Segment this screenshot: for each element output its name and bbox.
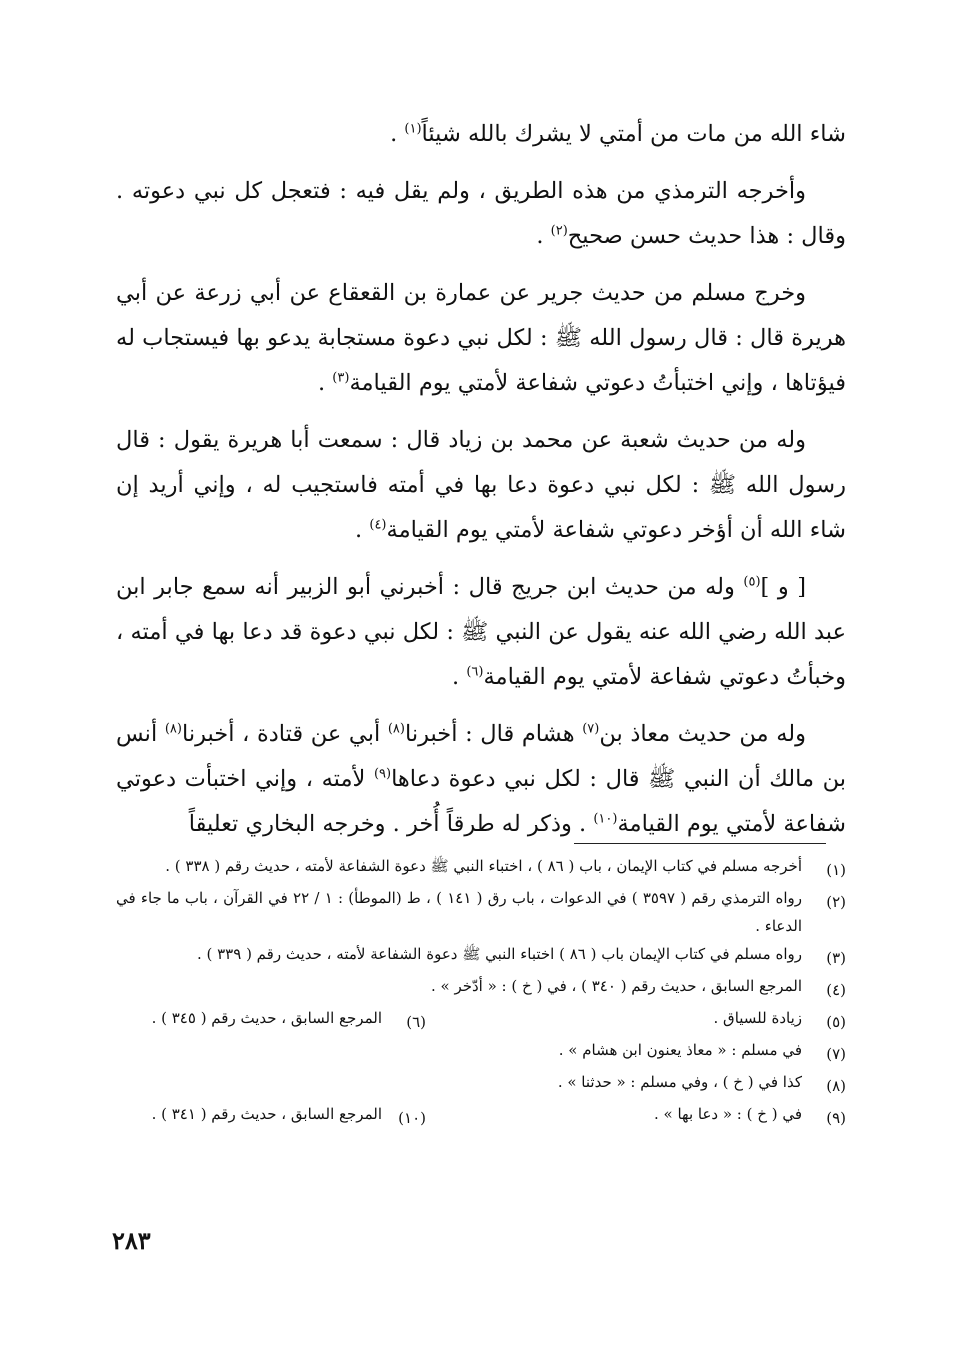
footnote-row-5-6	[116, 1004, 846, 1036]
footnote-text: رواه مسلم في كتاب الإيمان باب ( ٨٦ ) اختباء النبي ﷺ دعوة الشفاعة لأمته ، حديث رقم ( ٣٣٩ ) .	[196, 945, 802, 963]
footnote-number: (٨)	[826, 1077, 846, 1095]
footnote-ref: (٥)	[743, 574, 761, 590]
footnote-text: المرجع السابق ، حديث رقم ( ٣٤٥ ) .	[151, 1009, 382, 1027]
footnote-number: (٢)	[826, 893, 846, 911]
footnote-number: (٦)	[406, 1013, 426, 1031]
paragraph-text: هشام قال : أخبرنا	[404, 721, 583, 747]
footnote-8	[116, 1068, 846, 1100]
paragraph-text: وله من حديث معاذ بن	[599, 721, 806, 747]
footnote-9	[426, 1100, 846, 1132]
footnote-ref: (٦)	[466, 664, 484, 680]
footnote-6	[116, 1004, 426, 1036]
paragraph-text: وأخرجه الترمذي من هذه الطريق ، ولم يقل فيه : فتعجل كل نبي دعوته . وقال : هذا حديث حسن صحيح	[116, 178, 846, 249]
footnote-number: (١٠)	[398, 1109, 426, 1127]
footnote-text: المرجع السابق ، حديث رقم ( ٣٤٠ ) ، في ( خ ) : « أدّخر » .	[430, 977, 802, 995]
paragraph-1	[116, 112, 846, 157]
paragraph-tail: .	[536, 223, 551, 249]
footnote-separator	[574, 843, 826, 844]
paragraph-text: وخرج مسلم من حديث جرير عن عمارة بن القعقاع عن أبي زرعة عن أبي هريرة قال : قال رسول الله ﷺ : لكل نبي دعوة مستجابة يدعو بها فيستجاب له فيؤتاها ، وإني اختبأتُ دعوتي شفاعة لأمتي يوم القيامة	[116, 280, 846, 396]
footnote-5	[426, 1004, 846, 1036]
footnote-ref: (١)	[404, 121, 422, 137]
main-text-body	[116, 112, 846, 847]
paragraph-tail: .	[355, 517, 370, 543]
paragraph-3	[116, 271, 846, 406]
footnote-number: (٤)	[826, 981, 846, 999]
footnote-number: (٧)	[826, 1045, 846, 1063]
footnote-7	[116, 1036, 846, 1068]
footnote-text: زيادة للسياق .	[713, 1009, 802, 1027]
paragraph-text: أنس بن مالك أن النبي ﷺ قال : لكل نبي دعوة دعاها	[116, 721, 846, 792]
footnote-2	[116, 884, 846, 940]
footnote-text: أخرجه مسلم في كتاب الإيمان ، باب ( ٨٦ ) ، اختباء النبي ﷺ دعوة الشفاعة لأمته ، حديث رقم ( ٣٣٨ ) .	[165, 857, 802, 875]
footnote-4	[116, 972, 846, 1004]
page-number: ٢٨٣	[112, 1226, 151, 1255]
footnote-row-9-10	[116, 1100, 846, 1132]
footnote-text: في مسلم : « معاذ يعنون ابن هشام » .	[558, 1041, 802, 1059]
footnote-text: المرجع السابق ، حديث رقم ( ٣٤١ ) .	[151, 1105, 382, 1123]
footnote-text: كذا في ( خ ) ، وفي مسلم : « حدثنا » .	[557, 1073, 802, 1091]
footnote-10	[116, 1100, 426, 1132]
footnote-ref: (٨)	[164, 721, 182, 737]
paragraph-6	[116, 712, 846, 847]
paragraph-tail: .	[452, 664, 467, 690]
paragraph-2	[116, 169, 846, 259]
paragraph-text: . وذكر له طرقاً أُخر . وخرجه البخاري تعليقاً	[188, 811, 594, 837]
footnote-number: (٩)	[826, 1109, 846, 1127]
footnote-ref: (٧)	[582, 721, 600, 737]
paragraph-4	[116, 418, 846, 553]
footnote-number: (٥)	[826, 1013, 846, 1031]
paragraph-text: [ و ]	[760, 574, 806, 600]
footnote-text: رواه الترمذي رقم ( ٣٥٩٧ ) في الدعوات ، باب رق ( ١٤١ ) ، ط (الموطأ) : ١ / ٢٢ في القرآن ، باب ما جاء في الدعاء .	[116, 889, 803, 935]
paragraph-text: أبي عن قتادة ، أخبرنا	[181, 721, 388, 747]
footnote-1	[116, 852, 846, 884]
footnote-ref: (٤)	[369, 517, 387, 533]
footnote-3	[116, 940, 846, 972]
paragraph-text: لأمته ، وإني اختبأت دعوتي شفاعة لأمتي يوم القيامة	[116, 766, 846, 837]
footnote-ref: (٢)	[550, 223, 568, 239]
footnote-number: (١)	[826, 861, 846, 879]
footnote-number: (٣)	[826, 949, 846, 967]
footnote-ref: (٨)	[387, 721, 405, 737]
footnote-text: في ( خ ) : « دعا بها » .	[653, 1105, 802, 1123]
paragraph-text: وله من حديث شعبة عن محمد بن زياد قال : سمعت أبا هريرة يقول : قال رسول الله ﷺ : لكل نبي دعوة دعا بها في أمته فاستجيب له ، وإني أريد إن شاء الله أن أؤخر دعوتي شفاعة لأمتي يوم القيامة	[116, 427, 846, 543]
footnotes	[116, 852, 846, 1132]
footnote-ref: (٣)	[332, 370, 350, 386]
footnote-ref: (١٠)	[593, 811, 618, 827]
paragraph-text-cont: وله من حديث ابن جريج قال : أخبرني أبو الزبير أنه سمع جابر ابن عبد الله رضي الله عنه يقول عن النبي ﷺ : لكل نبي دعوة قد دعا بها في أمته ، وخبأتُ دعوتي شفاعة لأمتي يوم القيامة	[116, 574, 846, 690]
paragraph-tail: .	[317, 370, 333, 396]
paragraph-tail: .	[390, 121, 405, 147]
paragraph-5	[116, 565, 846, 700]
footnote-ref: (٩)	[373, 766, 392, 782]
paragraph-text: شاء الله من مات من أمتي لا يشرك بالله شيئاً	[421, 121, 846, 147]
